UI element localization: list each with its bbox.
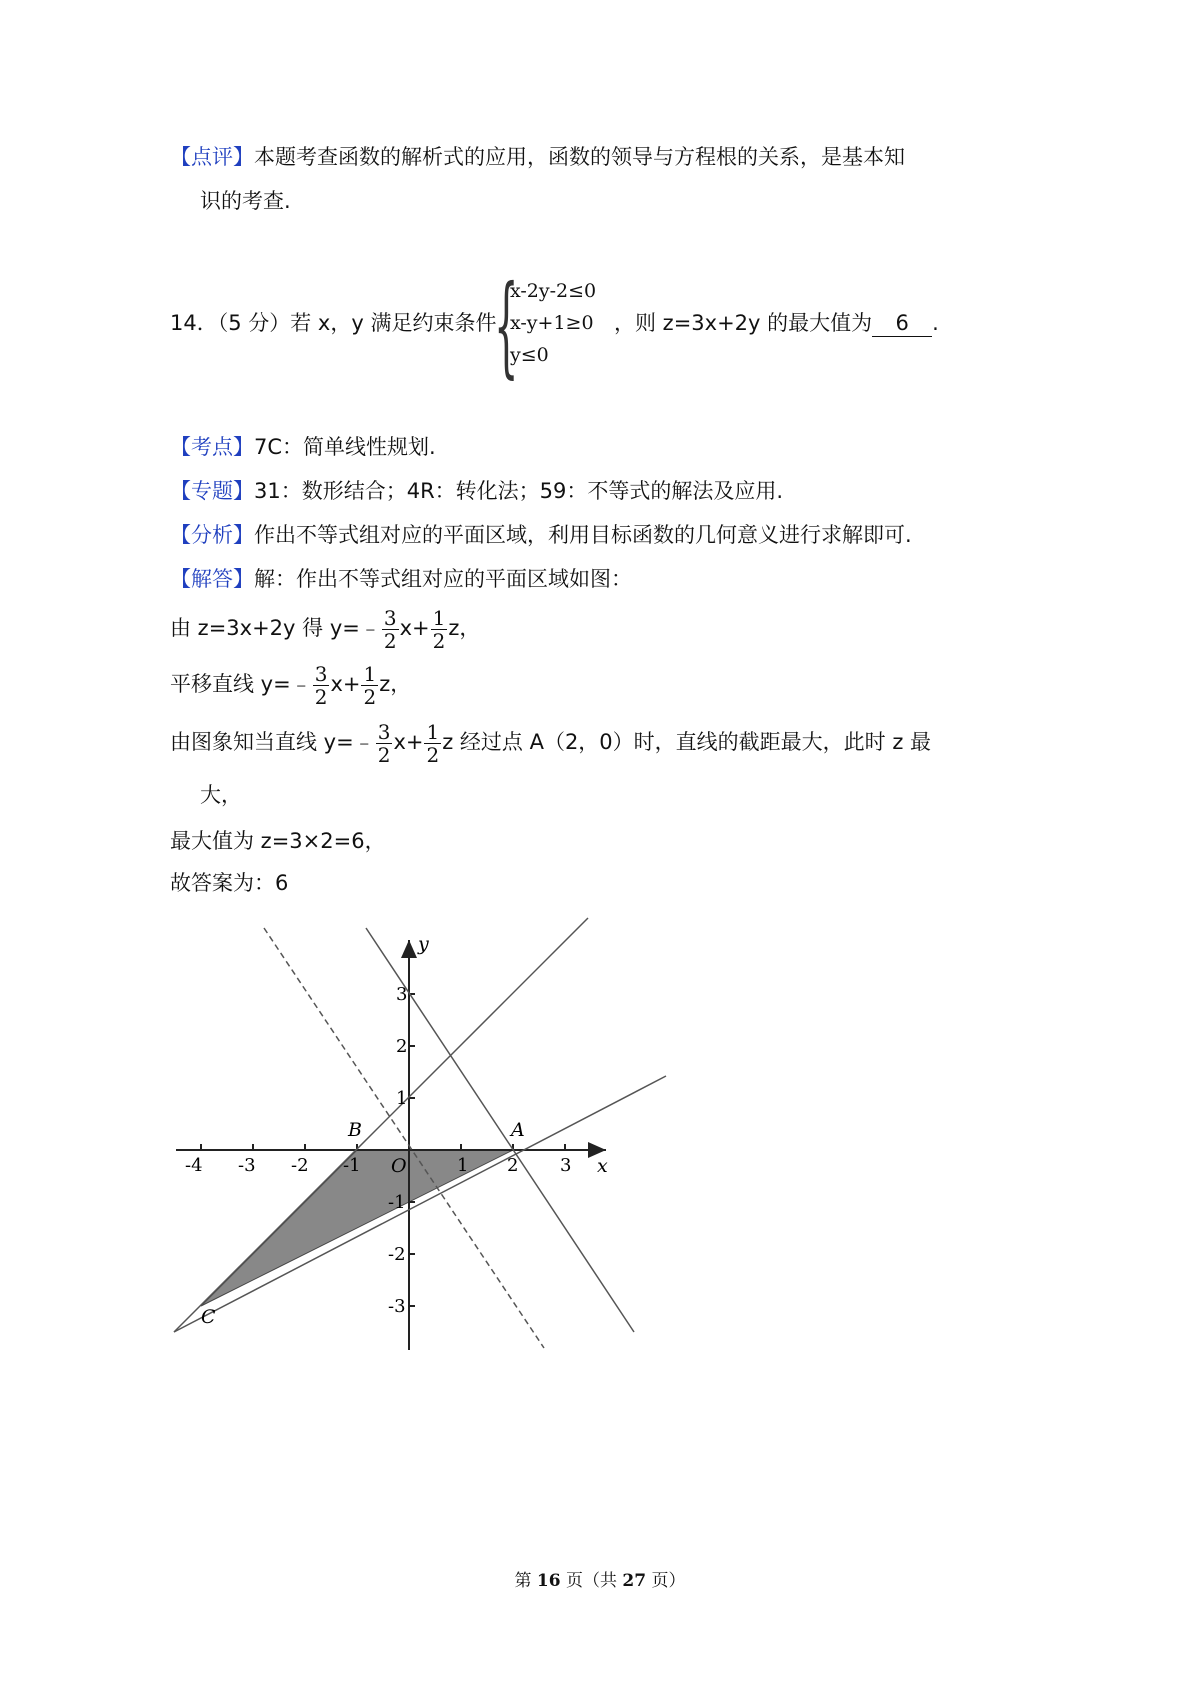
answer-blank: 6 [872, 310, 932, 337]
total-pages: 27 [622, 1571, 647, 1591]
step-3-post: z 经过点 A（2，0）时，直线的截距最大，此时 z 最 [442, 730, 932, 754]
fraction-1-2: $\frac{1}{2}$ [363, 661, 377, 709]
y-tick-label: -3 [388, 1296, 406, 1317]
constraint-3: y≤0 [510, 344, 549, 366]
zhuanti-tag: 【专题】 [170, 479, 254, 503]
fraction-3-2: $\frac{3}{2}$ [314, 661, 328, 709]
current-page: 16 [536, 1571, 561, 1591]
kaodian-tag: 【考点】 [170, 435, 254, 459]
constraint-2: x-y+1≥0 [510, 312, 594, 334]
x-tick-label: 1 [457, 1155, 469, 1176]
x-tick-label: 2 [507, 1155, 519, 1176]
step-4: 最大值为 z=3×2=6， [170, 829, 386, 853]
fraction-3-2: $\frac{3}{2}$ [377, 719, 391, 767]
line-x-minus-y-plus-1 [174, 918, 588, 1332]
y-tick-label: -2 [388, 1244, 406, 1265]
x-tick-label: -3 [238, 1155, 256, 1176]
y-tick-label: 3 [396, 984, 408, 1005]
constraint-1: x-2y-2≤0 [510, 280, 597, 302]
review-tag: 【点评】 [170, 145, 254, 169]
step-3-mid: x+ [393, 730, 424, 754]
constraint-brace: { [494, 261, 519, 389]
problem-prefix: 14．（5 分）若 x，y 满足约束条件 [170, 311, 497, 335]
step-3-cont: 大， [200, 783, 242, 807]
x-tick-label: -2 [291, 1155, 309, 1176]
problem-suffix: ，则 z=3x+2y 的最大值为 [614, 311, 873, 335]
fenxi-text: 作出不等式组对应的平面区域，利用目标函数的几何意义进行求解即可. [254, 523, 912, 547]
origin-label: O [391, 1155, 407, 1177]
y-axis-label: y [418, 933, 429, 955]
x-tick-label: 3 [560, 1155, 572, 1176]
x-tick-label: -1 [343, 1155, 361, 1176]
kaodian-text: 7C：简单线性规划. [254, 435, 436, 459]
line-x-minus-2y-minus-2 [174, 1076, 666, 1332]
jieda-tag: 【解答】 [170, 567, 254, 591]
jieda-text: 解：作出不等式组对应的平面区域如图： [254, 567, 632, 591]
step-1-tail: z， [448, 616, 481, 640]
step-1-text: 由 z=3x+2y 得 y=﹣ [170, 616, 381, 640]
page-footer: 第 16 页（共 27 页） [514, 1571, 686, 1591]
step-1-mid: x+ [399, 616, 430, 640]
review-text-1: 本题考查函数的解析式的应用，函数的领导与方程根的关系，是基本知 [254, 145, 905, 169]
fraction-1-2: $\frac{1}{2}$ [432, 605, 446, 653]
step-2-text: 平移直线 y=﹣ [170, 672, 312, 696]
fraction-1-2: $\frac{1}{2}$ [426, 719, 440, 767]
x-tick-label: -4 [185, 1155, 203, 1176]
point-b-label: B [348, 1119, 362, 1141]
x-axis-label: x [597, 1155, 608, 1177]
review-text-2: 识的考查. [200, 189, 291, 213]
point-c-label: C [201, 1306, 216, 1328]
y-tick-label: -1 [388, 1192, 406, 1213]
y-tick-label: 2 [396, 1036, 408, 1057]
fenxi-tag: 【分析】 [170, 523, 254, 547]
point-a-label: A [511, 1119, 525, 1141]
zhuanti-text: 31：数形结合；4R：转化法；59：不等式的解法及应用. [254, 479, 784, 503]
step-2-mid: x+ [330, 672, 361, 696]
step-5: 故答案为：6 [170, 871, 289, 895]
problem-end: . [932, 311, 939, 335]
y-tick-label: 1 [396, 1088, 408, 1109]
step-2-tail: z， [379, 672, 412, 696]
step-3-text: 由图象知当直线 y=﹣ [170, 730, 375, 754]
fraction-3-2: $\frac{3}{2}$ [383, 605, 397, 653]
